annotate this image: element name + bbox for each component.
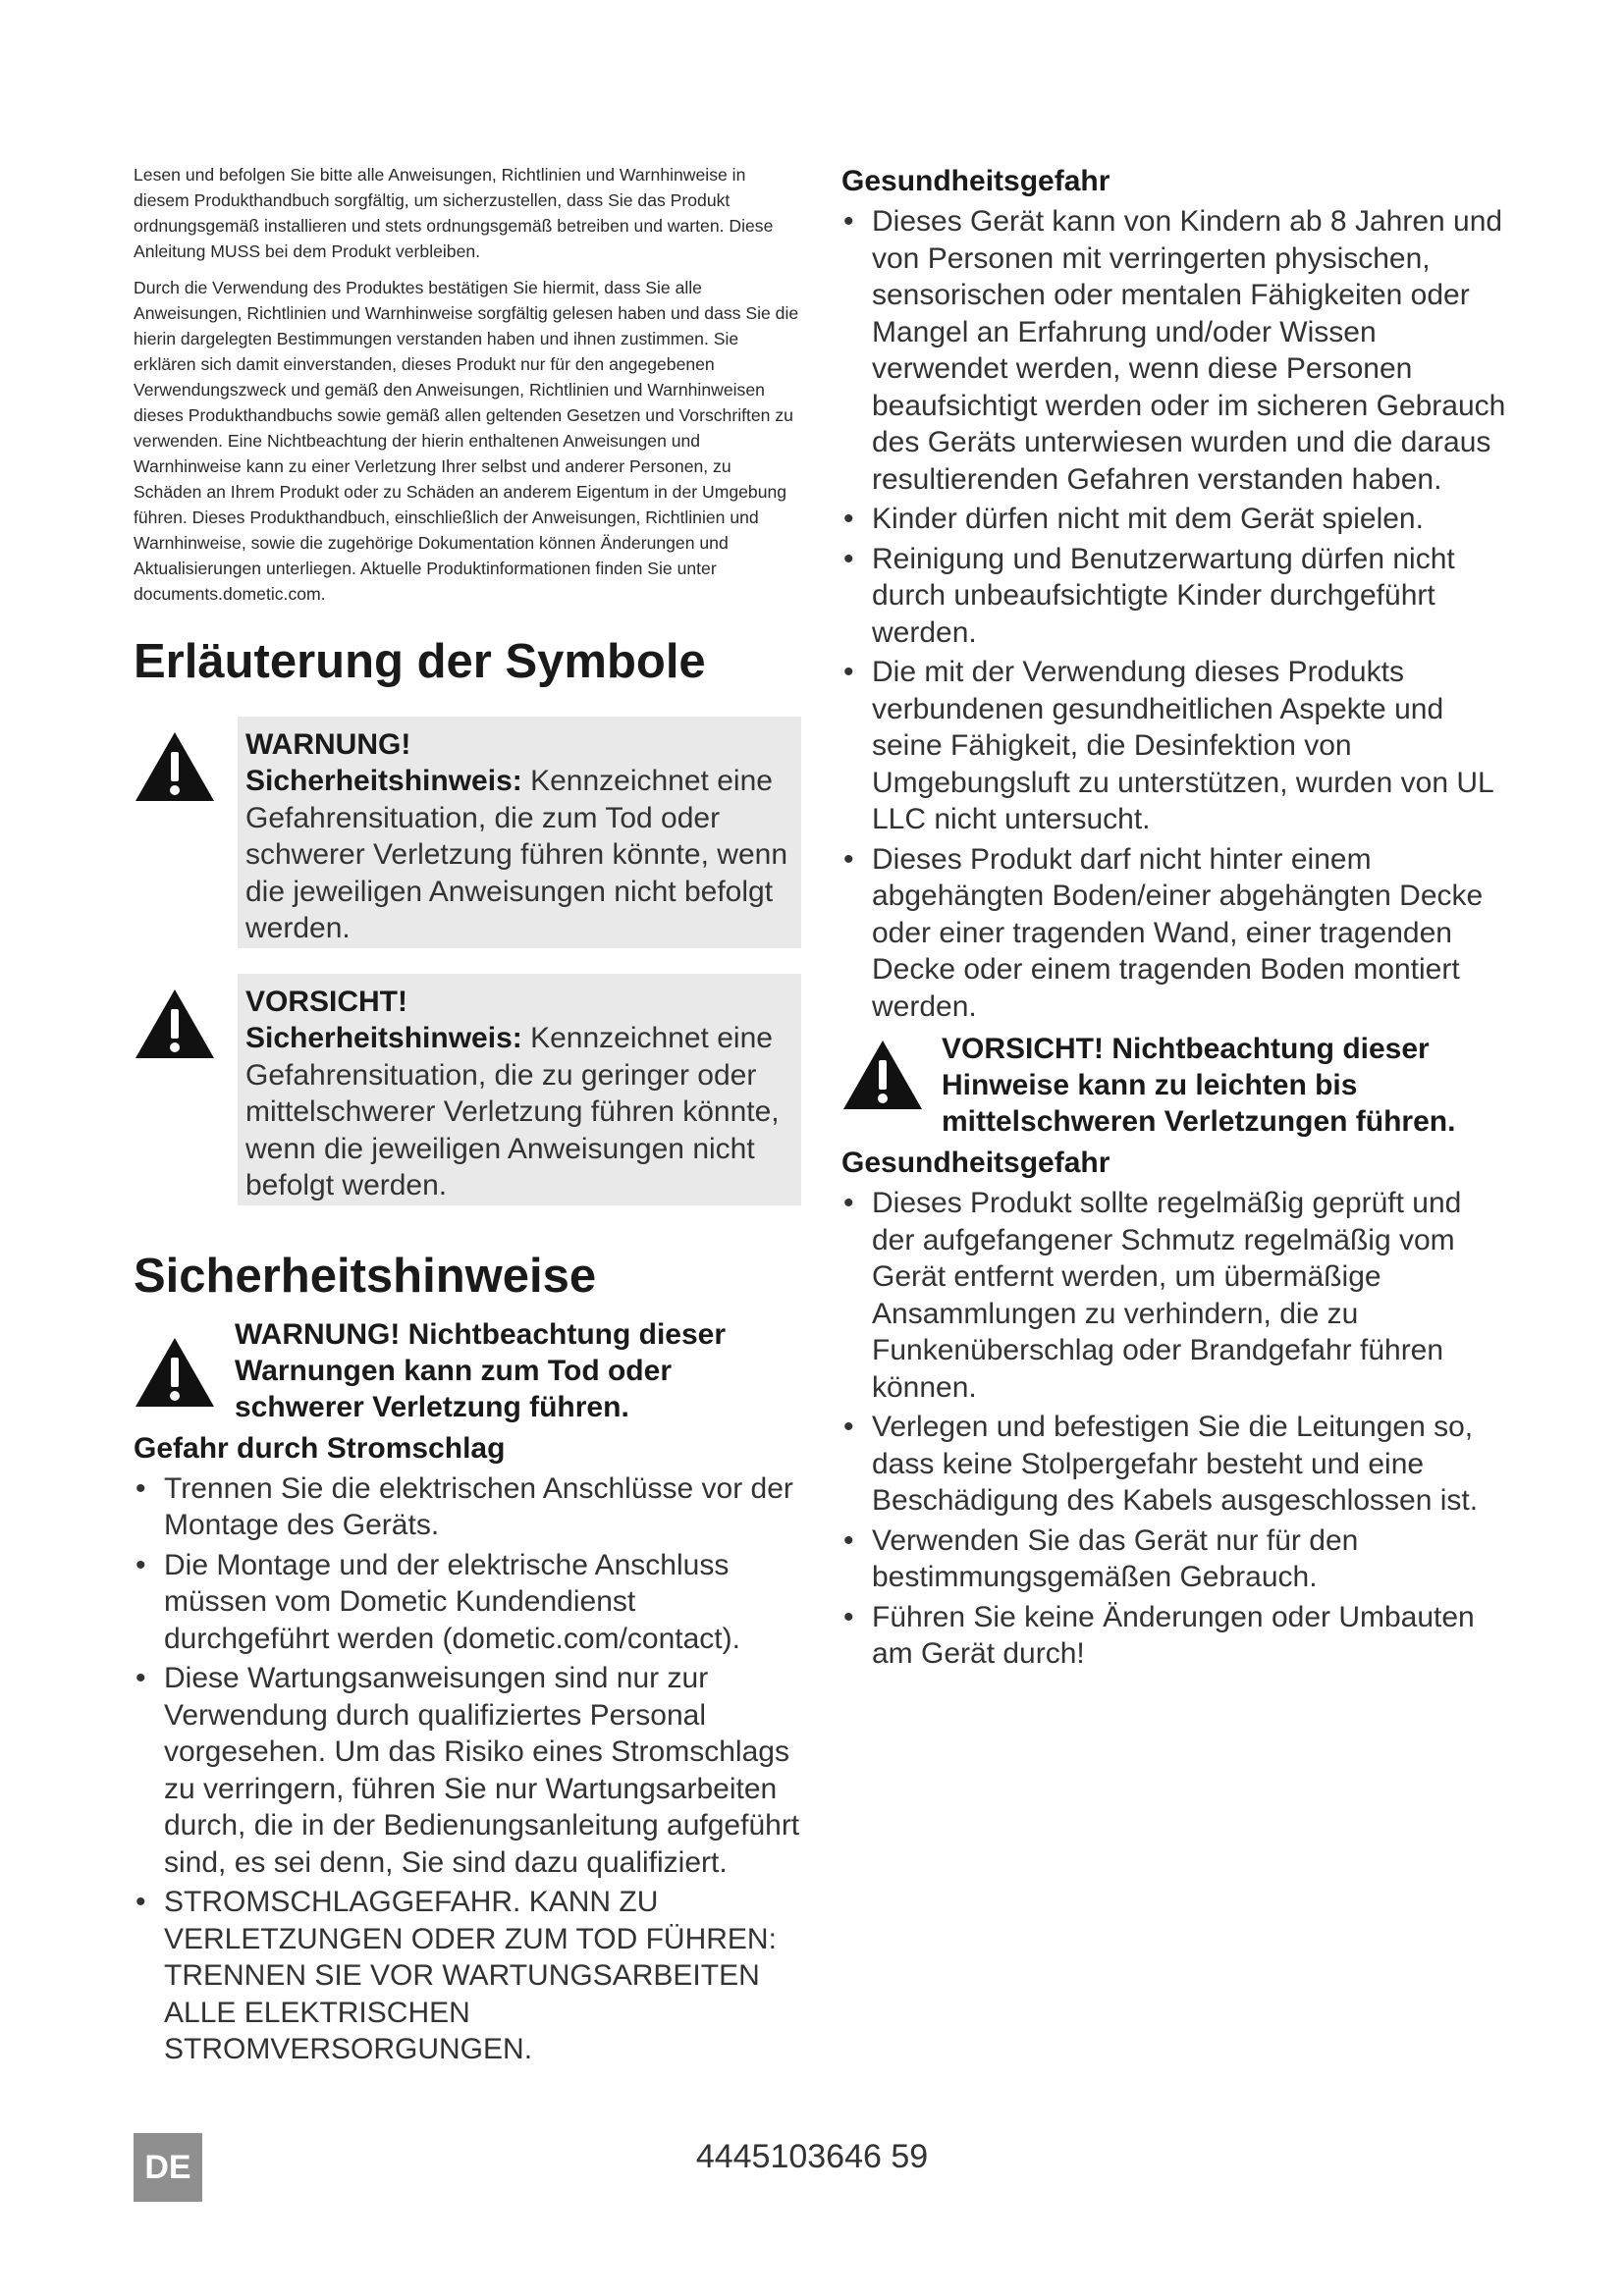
health-hazard-title-2: Gesundheitsgefahr: [841, 1147, 1110, 1179]
safety-warning-notice: [134, 1316, 801, 1426]
symbol-caution-label: Sicherheitshinweis:: [245, 1022, 522, 1055]
health-hazard-title-1: Gesundheitsgefahr: [841, 165, 1110, 197]
list-item: • Die Montage und der elektrische Anschluss müssen vom Dometic Kundendienst durchgeführt werden (dometic.com/contact).: [134, 1547, 801, 1658]
symbol-caution-title: VORSICHT!: [245, 986, 407, 1019]
symbol-warning-label: Sicherheitshinweis:: [245, 765, 522, 798]
left-column: [134, 162, 801, 2071]
symbol-caution-description: Kennzeichnet eine Gefahrensituation, die zu geringer oder mittelschwerer Verletzung führen könnte, wenn die jeweiligen Anweisungen nicht befolgt werden.: [245, 1022, 780, 1202]
list-item: • Reinigung und Benutzerwartung dürfen nicht durch unbeaufsichtigte Kinder durchgeführt werden.: [841, 541, 1509, 652]
symbol-caution-box: [134, 974, 801, 1205]
list-item: • Dieses Gerät kann von Kindern ab 8 Jahren und von Personen mit verringerten physischen, sensorischen oder mentalen Fähigkeiten oder Mangel an Erfahrung und/oder Wissen verwendet werden, wenn diese Personen beaufsichtigt werden oder im sicheren Gebrauch des Geräts unterwiesen wurden und die daraus resultierenden Gefahren verstanden haben.: [841, 203, 1509, 498]
warning-triangle-icon: [134, 730, 216, 803]
safety-heading: Sicherheitshinweise: [134, 1250, 597, 1304]
list-item: • STROMSCHLAGGEFAHR. KANN ZU VERLETZUNGEN ODER ZUM TOD FÜHREN: TRENNEN SIE VOR WARTUNGSARBEITEN ALLE ELEKTRISCHEN STROMVERSORGUNGEN.: [134, 1884, 801, 2068]
intro-paragraph-1: Lesen und befolgen Sie bitte alle Anweisungen, Richtlinien und Warnhinweise in diesem Produkthandbuch sorgfältig, um sicherzustellen, dass Sie das Produkt ordnungsgemäß installieren und stets ordnungsgemäß betreiben und warten. Diese Anleitung MUSS bei dem Produkt verbleiben.: [134, 165, 774, 261]
symbol-warning-box: [134, 717, 801, 948]
list-item: • Kinder dürfen nicht mit dem Gerät spielen.: [841, 501, 1509, 538]
list-item: • Die mit der Verwendung dieses Produkts verbundenen gesundheitlichen Aspekte und seine Fähigkeit, die Desinfektion von Umgebungsluft zu unterstützen, wurden von UL LLC nicht untersucht.: [841, 654, 1509, 838]
electric-hazard-list: [134, 1470, 801, 2068]
electric-hazard-title: Gefahr durch Stromschlag: [134, 1431, 506, 1465]
caution-notice-text: VORSICHT! Nichtbeachtung dieser Hinweise kann zu leichten bis mittelschweren Verletzungen führen.: [942, 1033, 1456, 1138]
language-badge: DE: [134, 2133, 202, 2202]
intro-text: [134, 162, 801, 607]
health-hazard-list-2: [841, 1185, 1509, 1673]
list-item: • Dieses Produkt darf nicht hinter einem abgehängten Boden/einer abgehängten Decke oder einer tragenden Wand, einer tragenden Decke oder einem tragenden Boden montiert werden.: [841, 841, 1509, 1026]
list-item: • Dieses Produkt sollte regelmäßig geprüft und der aufgefangener Schmutz regelmäßig vom Gerät entfernt werden, um übermäßige Ansammlungen zu verhindern, die zu Funkenüberschlag oder Brandgefahr führen können.: [841, 1185, 1509, 1406]
list-item: • Führen Sie keine Änderungen oder Umbauten am Gerät durch!: [841, 1599, 1509, 1673]
symbol-caution-text: [245, 1020, 787, 1204]
intro-paragraph-2: Durch die Verwendung des Produktes bestätigen Sie hiermit, dass Sie alle Anweisungen, Richtlinien und Warnhinweise sorgfältig gelesen haben und dass Sie die hierin dargelegten Bestimmungen verstanden haben und ihnen zustimmen. Sie erklären sich damit einverstanden, dieses Produkt nur für den angegebenen Verwendungszweck und gemäß den Anweisungen, Richtlinien und Warnhinweisen dieses Produkthandbuchs sowie gemäß allen geltenden Gesetzen und Vorschriften zu verwenden. Eine Nichtbeachtung der hierin enthaltenen Anweisungen und Warnhinweise kann zu einer Verletzung Ihrer selbst und anderer Personen, zu Schäden an Ihrem Produkt oder zu Schäden an anderem Eigentum in der Umgebung führen. Dieses Produkthandbuch, einschließlich der Anweisungen, Richtlinien und Warnhinweise, sowie die zugehörige Dokumentation können Änderungen und Aktualisierungen unterliegen. Aktuelle Produktinformationen finden Sie unter documents.dometic.com.: [134, 278, 799, 604]
safety-warning-text: WARNUNG! Nichtbeachtung dieser Warnungen kann zum Tod oder schwerer Verletzung führen.: [235, 1317, 727, 1423]
symbol-warning-title: WARNUNG!: [245, 728, 411, 762]
list-item: • Verlegen und befestigen Sie die Leitungen so, dass keine Stolpergefahr besteht und eine Beschädigung des Kabels ausgeschlossen ist.: [841, 1409, 1509, 1520]
caution-notice: [841, 1031, 1509, 1141]
symbol-warning-description: Kennzeichnet eine Gefahrensituation, die zum Tod oder schwerer Verletzung führen könnte, wenn die jeweiligen Anweisungen nicht befolgt werden.: [245, 765, 787, 945]
caution-triangle-icon: [134, 988, 216, 1060]
right-column: [841, 163, 1509, 1676]
list-item: • Verwenden Sie das Gerät nur für den bestimmungsgemäßen Gebrauch.: [841, 1522, 1509, 1596]
symbols-heading: Erläuterung der Symbole: [134, 635, 706, 688]
health-hazard-list-1: [841, 203, 1509, 1025]
symbol-warning-text: [245, 763, 787, 947]
caution-triangle-icon: [841, 1039, 924, 1111]
page-number: 4445103646 59: [695, 2138, 929, 2175]
warning-triangle-icon: [134, 1336, 216, 1409]
list-item: • Trennen Sie die elektrischen Anschlüsse vor der Montage des Geräts.: [134, 1470, 801, 1544]
list-item: • Diese Wartungsanweisungen sind nur zur Verwendung durch qualifiziertes Personal vorgesehen. Um das Risiko eines Stromschlags zu verringern, führen Sie nur Wartungsarbeiten durch, die in der Bedienungsanleitung aufgeführt sind, es sei denn, Sie sind dazu qualifiziert.: [134, 1660, 801, 1881]
